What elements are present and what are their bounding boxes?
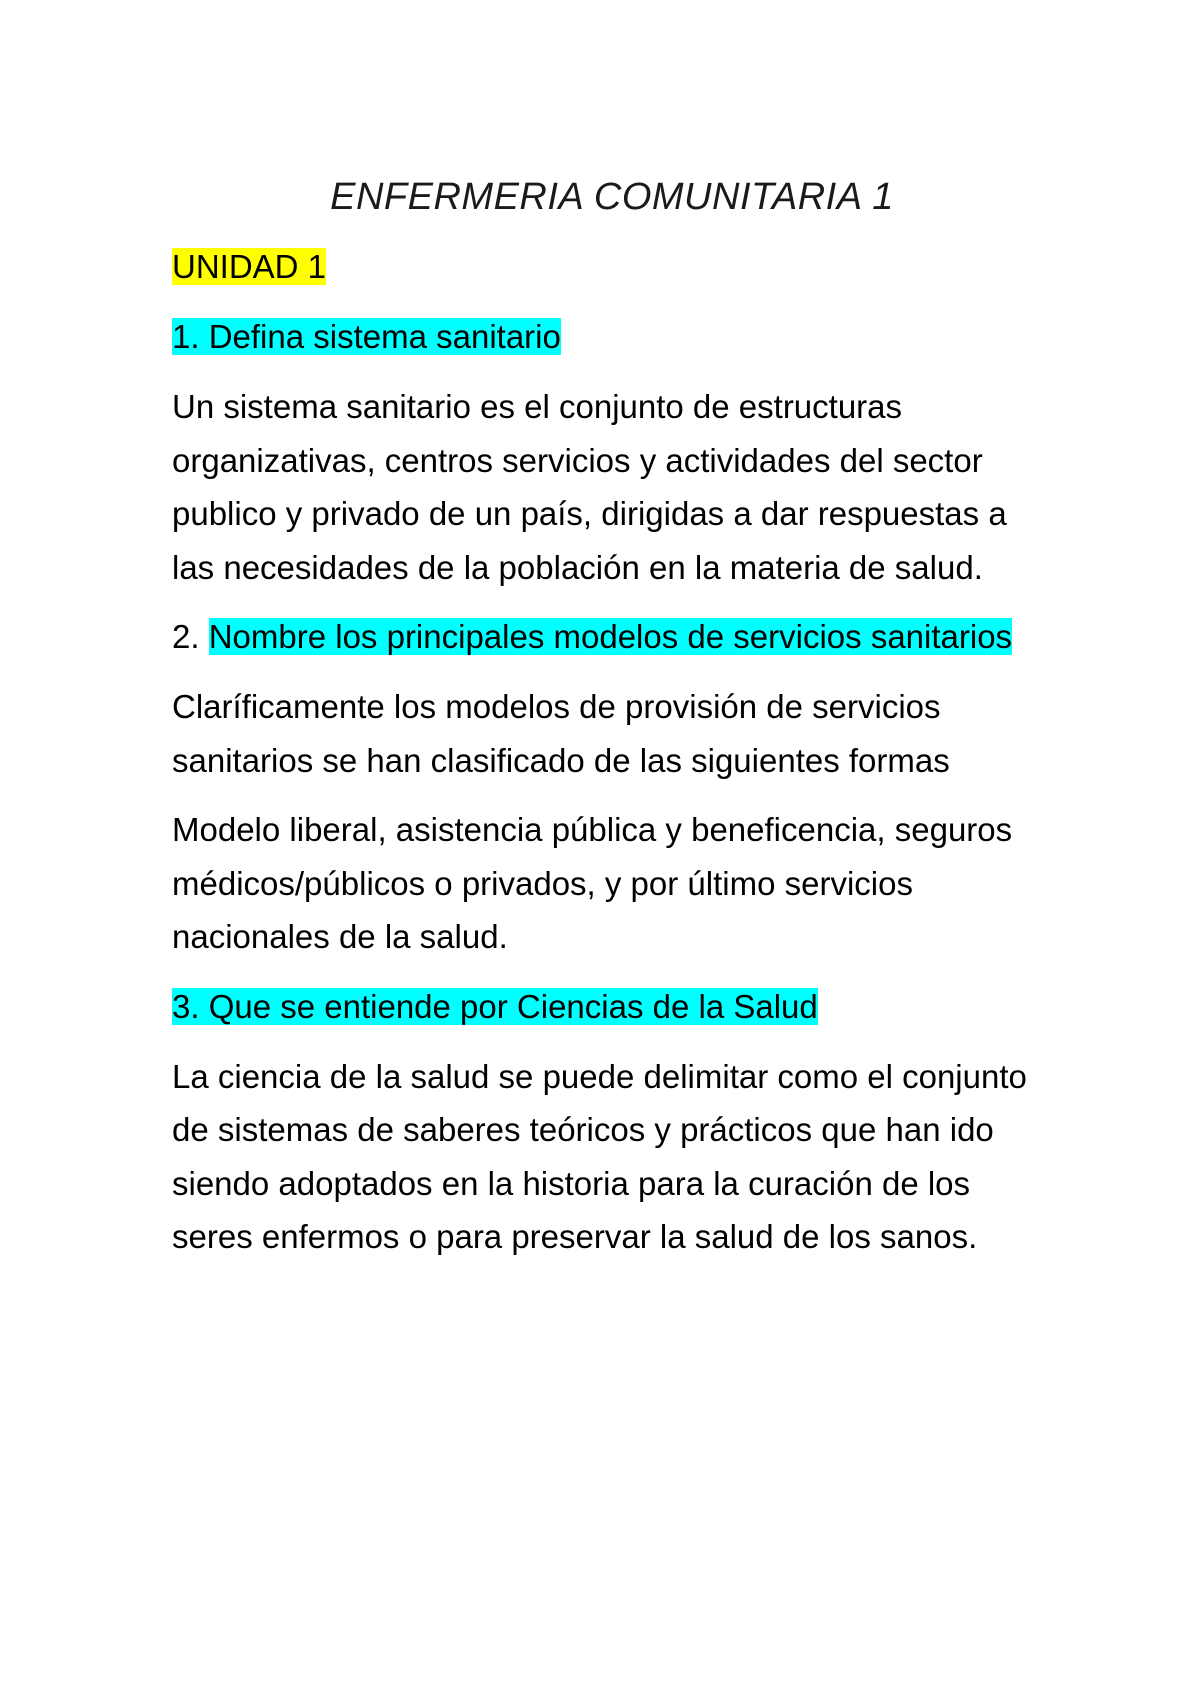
question-3-line [172,980,1052,1034]
document-content [172,168,1052,1280]
question-2-line [172,610,1052,664]
unit-heading: UNIDAD 1 [172,248,327,285]
answer-2-paragraph-1: Claríficamente los modelos de provisión de servicios sanitarios se han clasificado de las siguientes formas [172,688,950,779]
question-1: 1. Defina sistema sanitario [172,318,561,355]
answer-1: Un sistema sanitario es el conjunto de estructuras organizativas, centros servicios y actividades del sector publico y privado de un país, dirigidas a dar respuestas a las necesidades de la población en la materia de salud. [172,388,1007,586]
question-1-line [172,310,1052,364]
answer-3: La ciencia de la salud se puede delimitar como el conjunto de sistemas de saberes teóricos y prácticos que han ido siendo adoptados en la historia para la curación de los seres enfermos o para preservar la salud de los sanos. [172,1057,1027,1255]
question-2-number: 2. [172,618,209,655]
answer-2-paragraph-2: Modelo liberal, asistencia pública y beneficencia, seguros médicos/públicos o privados, y por último servicios nacionales de la salud. [172,811,1013,955]
document-title: ENFERMERIA COMUNITARIA 1 [330,176,894,218]
unit-heading-line [172,240,1052,294]
question-3: 3. Que se entiende por Ciencias de la Salud [172,987,818,1025]
question-2-text: Nombre los principales modelos de servicios sanitarios [208,618,1013,655]
